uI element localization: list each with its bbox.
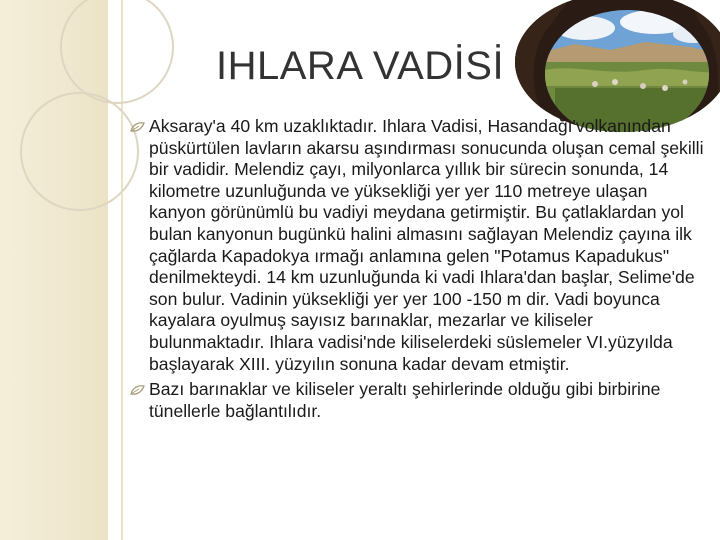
bullet-list [130, 116, 705, 426]
slide-title: IHLARA VADİSİ [216, 44, 505, 88]
bullet-text: Aksaray'a 40 km uzaklıktadır. Ihlara Vadisi, Hasandağı'volkanından püskürtülen lavların akarsu aşındırması sonucunda oluşan cemal şekilli bir vadidir. Melendiz çayı, milyonlarca yıllık bir sürecin sonunda, 14 kilometre uzunluğunda ve yüksekliği yer yer 110 metreye ulaşan kanyon görünümlü bu vadiyi meydana getirmiştir. Bu çatlaklardan yol bulan kanyonun bugünkü halini almasını sağlayan Melendiz çayına ilk çağlarda Kapadokya ırmağı anlamına gelen "Potamus Kapadukus" denilmekteydi. 14 km uzunluğunda ki vadi Ihlara'dan başlar, Selime'de son bulur. Vadinin yüksekliği yer yer 100 -150 m dir. Vadi boyunca kayalara oyulmuş sayısız barınaklar, mezarlar ve kiliseler bulunmaktadır. Ihlara vadisi'nde kiliselerdeki süslemeler VI.yüzyılda başlayarak XIII. yüzyılın sonuna kadar devam etmiştir. [149, 116, 704, 374]
bullet-item [130, 379, 705, 422]
leaf-bullet-icon [130, 122, 145, 133]
decorative-ring-bottom [20, 92, 139, 211]
bullet-item [130, 116, 705, 375]
bullet-text: Bazı barınaklar ve kiliseler yeraltı şehirlerinde olduğu gibi birbirine tünellerle bağlantılıdır. [149, 379, 661, 421]
valley-photo [515, 0, 720, 132]
leaf-bullet-icon [130, 385, 145, 396]
decorative-ring-top [60, 0, 174, 104]
